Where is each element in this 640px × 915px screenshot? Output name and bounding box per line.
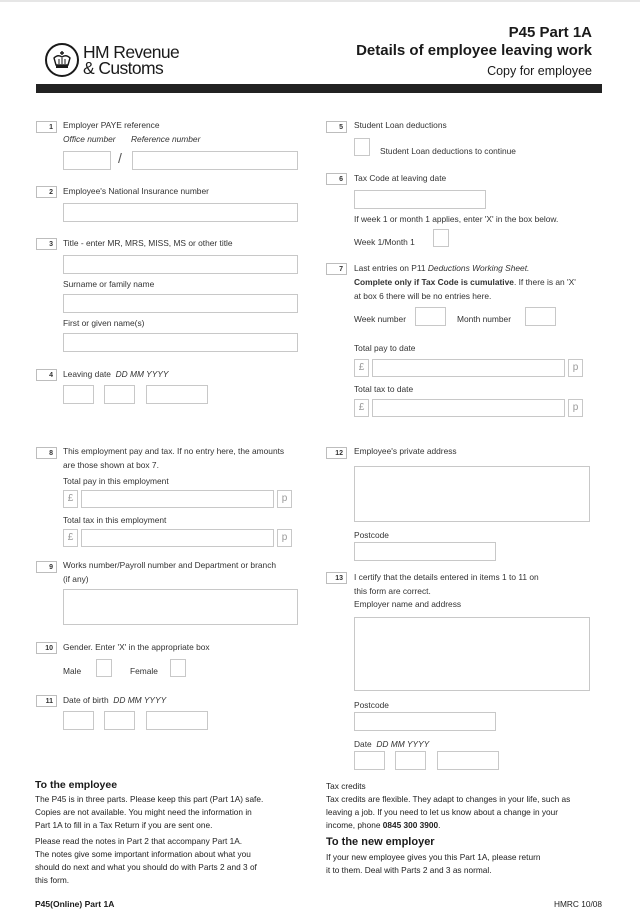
male-checkbox[interactable]	[96, 659, 112, 677]
office-number-input[interactable]	[63, 151, 111, 170]
employer-postcode-label: Postcode	[354, 700, 389, 710]
private-address-label: Employee's private address	[354, 446, 457, 456]
employer-date-label: Date	[354, 739, 372, 749]
logo-line-1: HM Revenue	[83, 42, 180, 62]
dob-format: DD MM YYYY	[113, 695, 167, 705]
employee-postcode-label: Postcode	[354, 530, 389, 540]
employer-date-year-input[interactable]	[437, 751, 499, 770]
employee-text-line: Please read the notes in Part 2 that accompany Part 1A.	[35, 836, 243, 846]
employer-postcode-input[interactable]	[354, 712, 496, 731]
dob-year-input[interactable]	[146, 711, 208, 730]
student-loan-continue-label: Student Loan deductions to continue	[380, 146, 516, 156]
employee-postcode-input[interactable]	[354, 542, 496, 561]
tax-code-label: Tax Code at leaving date	[354, 173, 447, 183]
tax-credits-line: leaving a job. If you need to let us know about a change in your	[326, 807, 559, 817]
form-title: P45 Part 1A	[508, 24, 592, 41]
hmrc-logo	[45, 43, 179, 77]
employer-date-day-input[interactable]	[354, 751, 385, 770]
student-loan-label: Student Loan deductions	[354, 120, 447, 130]
employee-text-line: Copies are not available. You might need the information in	[35, 807, 252, 817]
reference-number-input[interactable]	[132, 151, 298, 170]
section-number-7: 7	[326, 263, 347, 275]
private-address-input[interactable]	[354, 466, 590, 522]
total-tax-to-date-input[interactable]	[372, 399, 565, 417]
tax-code-input[interactable]	[354, 190, 486, 209]
to-employee-heading: To the employee	[35, 779, 118, 791]
pound-sign-icon: £	[354, 399, 369, 417]
employee-text-line: this form.	[35, 875, 70, 885]
employer-date-format: DD MM YYYY	[376, 739, 430, 749]
dob-month-input[interactable]	[104, 711, 135, 730]
form-subtitle: Details of employee leaving work	[356, 42, 592, 59]
section-number-2: 2	[36, 186, 57, 198]
page-top-edge	[0, 0, 640, 2]
box6-note: at box 6 there will be no entries here.	[354, 291, 492, 301]
week1-month1-label: Week 1/Month 1	[354, 237, 415, 247]
week1-note: If week 1 or month 1 applies, enter 'X' in the box below.	[354, 214, 559, 224]
ni-number-input[interactable]	[63, 203, 298, 222]
form-code: P45(Online) Part 1A	[35, 899, 115, 909]
total-pay-to-date-input[interactable]	[372, 359, 565, 377]
section-number-4: 4	[36, 369, 57, 381]
total-pay-to-date-label: Total pay to date	[354, 343, 416, 353]
pound-sign-icon: £	[63, 490, 78, 508]
new-employer-line: it to them. Deal with Parts 2 and 3 as normal.	[326, 865, 492, 875]
month-number-label: Month number	[457, 314, 511, 324]
certify-label-2: this form are correct.	[354, 586, 431, 596]
female-label: Female	[130, 666, 158, 676]
cumulative-note: . If there is an 'X'	[513, 277, 576, 287]
works-number-label-2: (if any)	[63, 574, 89, 584]
crown-icon	[45, 43, 79, 77]
dob-day-input[interactable]	[63, 711, 94, 730]
total-tax-employment-input[interactable]	[81, 529, 274, 547]
header-rule	[36, 84, 602, 93]
works-number-input[interactable]	[63, 589, 298, 625]
section-number-5: 5	[326, 121, 347, 133]
employer-date-month-input[interactable]	[395, 751, 426, 770]
total-pay-employment-label: Total pay in this employment	[63, 476, 169, 486]
leaving-date-year-input[interactable]	[146, 385, 208, 404]
section-number-13: 13	[326, 572, 347, 584]
week-number-input[interactable]	[415, 307, 446, 326]
title-input[interactable]	[63, 255, 298, 274]
paye-reference-label: Employer PAYE reference	[63, 120, 160, 130]
reference-number-label: Reference number	[131, 134, 201, 144]
employment-pay-tax-label-2: are those shown at box 7.	[63, 460, 159, 470]
first-name-label: First or given name(s)	[63, 318, 145, 328]
cumulative-note-bold: Complete only if Tax Code is cumulative	[354, 277, 514, 287]
employee-text-line: Part 1A to fill in a Tax Return if you are sent one.	[35, 820, 213, 830]
pence-sign-icon: p	[568, 359, 583, 377]
leaving-date-month-input[interactable]	[104, 385, 135, 404]
week-number-label: Week number	[354, 314, 406, 324]
employee-text-line: should do next and what you should do with Parts 2 and 3 of	[35, 862, 257, 872]
tax-credits-phone-suffix: .	[438, 820, 441, 830]
leaving-date-day-input[interactable]	[63, 385, 94, 404]
section-number-11: 11	[36, 695, 57, 707]
dob-label: Date of birth	[63, 695, 109, 705]
gender-label: Gender. Enter 'X' in the appropriate box	[63, 642, 210, 652]
tax-credits-line: Tax credits are flexible. They adapt to changes in your life, such as	[326, 794, 571, 804]
employer-address-input[interactable]	[354, 617, 590, 691]
paye-separator: /	[118, 150, 122, 166]
total-tax-employment-label: Total tax in this employment	[63, 515, 167, 525]
section-number-6: 6	[326, 173, 347, 185]
employment-pay-tax-label-1: This employment pay and tax. If no entry here, the amounts	[63, 446, 285, 456]
p11-label-italic: Deductions Working Sheet.	[427, 263, 530, 273]
logo-line-2: & Customs	[83, 58, 164, 78]
certify-label-1: I certify that the details entered in items 1 to 11 on	[354, 572, 539, 582]
pence-sign-icon: p	[277, 529, 292, 547]
pence-sign-icon: p	[568, 399, 583, 417]
section-number-8: 8	[36, 447, 57, 459]
tax-credits-phone-prefix: income, phone	[326, 820, 383, 830]
tax-credits-heading: Tax credits	[326, 781, 366, 791]
female-checkbox[interactable]	[170, 659, 186, 677]
new-employer-heading: To the new employer	[326, 836, 435, 848]
total-pay-employment-input[interactable]	[81, 490, 274, 508]
employer-address-label: Employer name and address	[354, 599, 462, 609]
week1-month1-checkbox[interactable]	[433, 229, 449, 247]
p11-label: Last entries on P11	[354, 263, 428, 273]
form-version: HMRC 10/08	[554, 899, 602, 909]
employee-text-line: The notes give some important information about what you	[35, 849, 251, 859]
male-label: Male	[63, 666, 82, 676]
title-label: Title - enter MR, MRS, MISS, MS or other title	[63, 238, 233, 248]
surname-label: Surname or family name	[63, 279, 155, 289]
student-loan-checkbox[interactable]	[354, 138, 370, 156]
section-number-9: 9	[36, 561, 57, 573]
leaving-date-label: Leaving date	[63, 369, 111, 379]
month-number-input[interactable]	[525, 307, 556, 326]
office-number-label: Office number	[63, 134, 116, 144]
section-number-10: 10	[36, 642, 57, 654]
works-number-label-1: Works number/Payroll number and Department or branch	[63, 560, 277, 570]
pound-sign-icon: £	[354, 359, 369, 377]
section-number-3: 3	[36, 238, 57, 250]
new-employer-line: If your new employee gives you this Part 1A, please return	[326, 852, 541, 862]
ni-number-label: Employee's National Insurance number	[63, 186, 209, 196]
copy-note: Copy for employee	[487, 64, 592, 78]
section-number-12: 12	[326, 447, 347, 459]
tax-credits-phone: 0845 300 3900	[382, 820, 439, 830]
surname-input[interactable]	[63, 294, 298, 313]
pound-sign-icon: £	[63, 529, 78, 547]
employee-text-line: The P45 is in three parts. Please keep this part (Part 1A) safe.	[35, 794, 264, 804]
section-number-1: 1	[36, 121, 57, 133]
first-name-input[interactable]	[63, 333, 298, 352]
leaving-date-format: DD MM YYYY	[115, 369, 169, 379]
pence-sign-icon: p	[277, 490, 292, 508]
total-tax-to-date-label: Total tax to date	[354, 384, 414, 394]
